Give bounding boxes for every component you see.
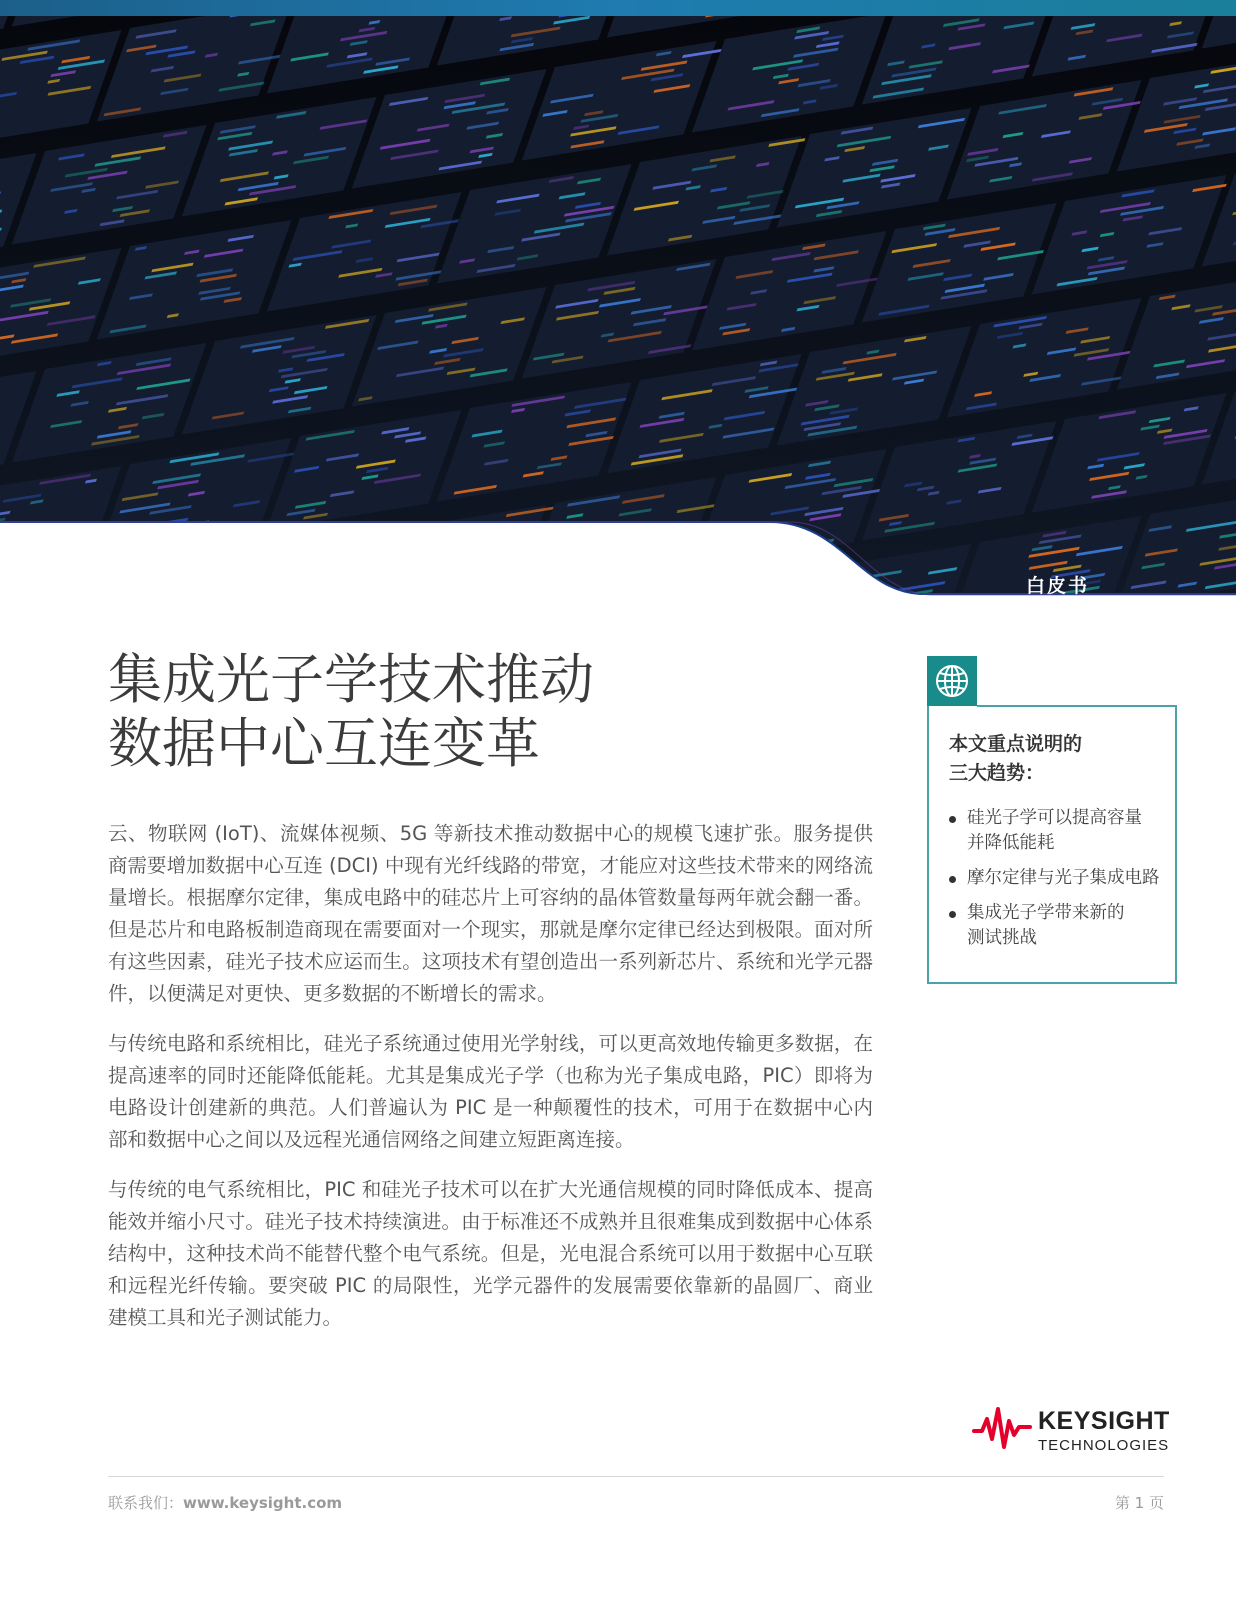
title-line-1: 集成光子学技术推动 (108, 648, 594, 711)
logo-subtext: TECHNOLOGIES (1038, 1437, 1170, 1454)
key-trends-heading-line-1: 本文重点说明的 (949, 733, 1083, 755)
footer-contact (108, 1492, 342, 1513)
page-number: 第 1 页 (1114, 1494, 1164, 1512)
page-title (108, 648, 828, 776)
key-trends-heading-line-2: 三大趋势： (949, 762, 1045, 784)
document-type-label: 白皮书 (1026, 575, 1090, 597)
paragraph-2: 与传统电路和系统相比，硅光子系统通过使用光学射线，可以更高效地传输更多数据，在提高速率的同时还能降低能耗。尤其是集成光子学（也称为光子集成电路，PIC）即将为电路设计创建新的典范。人们普遍认为 PIC 是一种颠覆性的技术，可用于在数据中心内部和数据中心之间以及远程光通信网络之间建立短距离连接。 (108, 1032, 873, 1151)
paragraph-1: 云、物联网 (IoT)、流媒体视频、5G 等新技术推动数据中心的规模飞速扩张。服务提供商需要增加数据中心互连 (DCI) 中现有光纤线路的带宽，才能应对这些技术带来的网络流量增长。根据摩尔定律，集成电路中的硅芯片上可容纳的晶体管数量每两年就会翻一番。但是芯片和电路板制造商现在需要面对一个现实，那就是摩尔定律已经达到极限。面对所有这些因素，硅光子技术应运而生。这项技术有望创造出一系列新芯片、系统和光学元器件，以便满足对更快、更多数据的不断增长的需求。 (108, 822, 873, 1005)
trend-item (949, 866, 1169, 891)
footer-url-link[interactable]: www.keysight.com (183, 1494, 343, 1512)
key-trends-heading (949, 730, 1169, 788)
trend-item-text: 硅光子学可以提高容量 (967, 808, 1142, 828)
logo-wordmark: KEYSIGHT (1038, 1407, 1170, 1435)
trend-item-text: 摩尔定律与光子集成电路 (967, 868, 1160, 888)
footer-contact-label: 联系我们： (108, 1494, 184, 1512)
key-trends-box (927, 706, 1177, 984)
trend-item-text: 集成光子学带来新的 (967, 903, 1125, 923)
wafer-chip-image (0, 16, 1236, 606)
hero-image (0, 16, 1236, 606)
body-text (108, 818, 873, 1352)
key-trends-list (949, 806, 1169, 961)
footer-divider (108, 1476, 1164, 1477)
keysight-logo (972, 1405, 1172, 1455)
paragraph-3: 与传统的电气系统相比，PIC 和硅光子技术可以在扩大光通信规模的同时降低成本、提高能效并缩小尺寸。硅光子技术持续演进。由于标准还不成熟并且很难集成到数据中心体系结构中，这种技术尚不能替代整个电气系统。但是，光电混合系统可以用于数据中心互联和远程光纤传输。要突破 PIC 的局限性，光学元器件的发展需要依靠新的晶圆厂、商业建模工具和光子测试能力。 (108, 1178, 873, 1329)
globe-icon (927, 656, 977, 706)
trend-item-text: 测试挑战 (967, 928, 1037, 948)
keysight-wave-icon (972, 1405, 1032, 1451)
trend-item (949, 901, 1169, 951)
trend-item-text: 并降低能耗 (967, 833, 1055, 853)
top-accent-bar (0, 0, 1236, 16)
trend-item (949, 806, 1169, 856)
title-line-2: 数据中心互连变革 (108, 712, 540, 775)
